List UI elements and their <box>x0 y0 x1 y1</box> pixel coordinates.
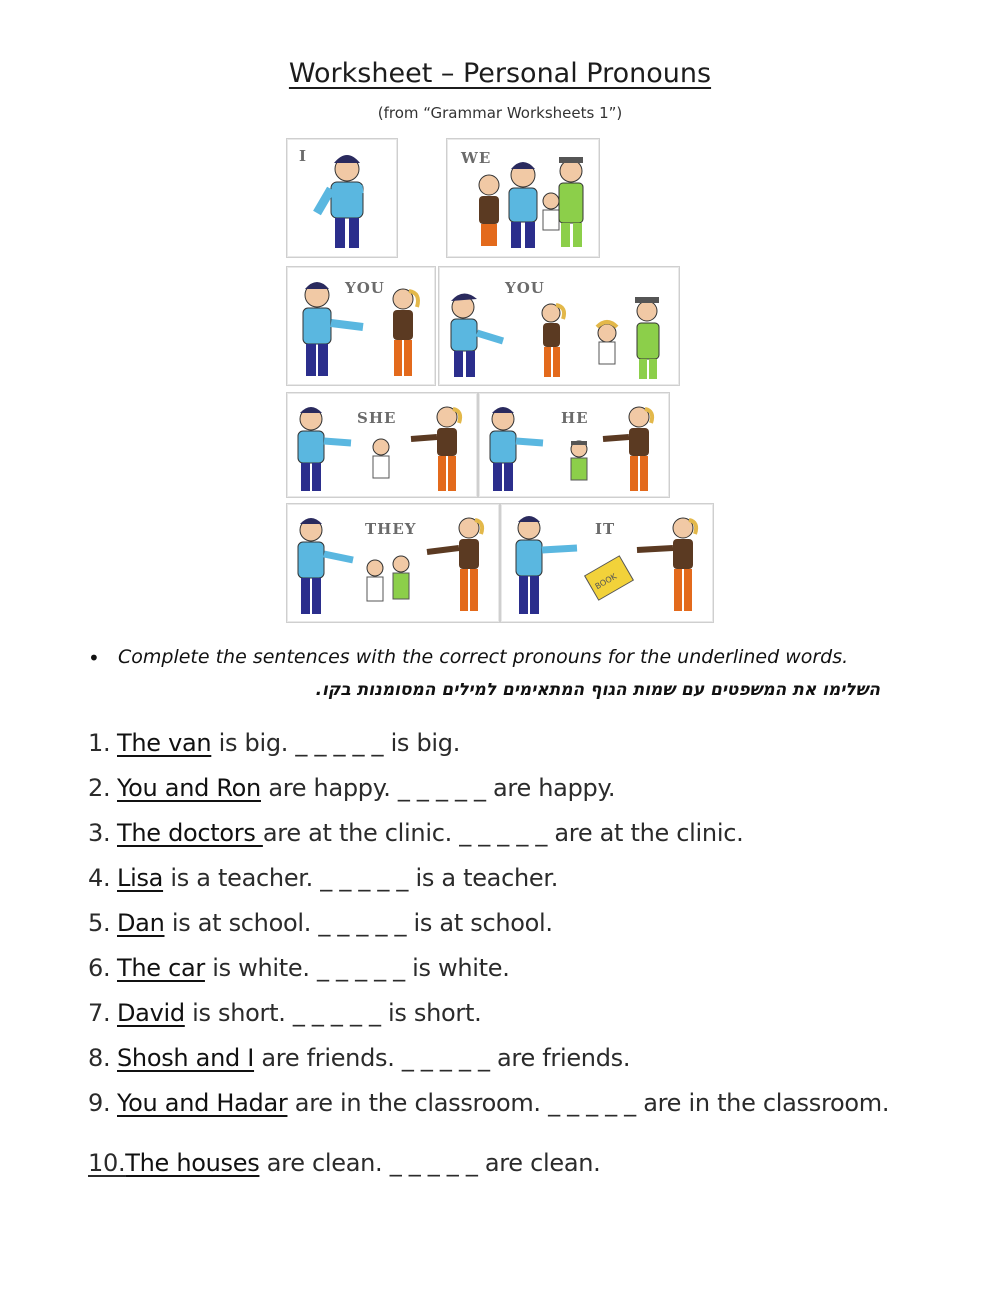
panel-label: THEY <box>365 520 417 538</box>
exercise-item-7 <box>88 999 481 1027</box>
panel-label: YOU <box>345 279 385 297</box>
panel-label: HE <box>561 409 589 427</box>
item-number: 6. <box>88 954 111 982</box>
sentence-text: are in the classroom. _ _ _ _ _ are in the classroom. <box>287 1089 890 1117</box>
sentence-text: are at the clinic. _ _ _ _ _ are at the clinic. <box>262 819 744 847</box>
underlined-subject: Dan <box>117 909 165 937</box>
underlined-subject: Lisa <box>117 864 164 892</box>
item-number: 9. <box>88 1089 111 1117</box>
exercise-item-2 <box>88 774 615 802</box>
pointing-at-girl-illustration <box>287 393 477 497</box>
sentence-text: are friends. _ _ _ _ _ are friends. <box>254 1044 631 1072</box>
item-number: 8. <box>88 1044 111 1072</box>
exercise-item-4 <box>88 864 558 892</box>
underlined-subject: The houses <box>125 1149 260 1177</box>
instructions-english: Complete the sentences with the correct pronouns for the underlined words. <box>118 646 849 668</box>
panel-label: SHE <box>357 409 397 427</box>
panel-they <box>286 503 500 623</box>
underlined-subject: Shosh and I <box>117 1044 255 1072</box>
sentence-text: is short. _ _ _ _ _ is short. <box>184 999 482 1027</box>
panel-label: YOU <box>505 279 545 297</box>
boy-pointing-at-girl-illustration <box>287 267 435 385</box>
panel-it <box>500 503 714 623</box>
underlined-subject: The van <box>117 729 212 757</box>
pointing-at-boy-illustration <box>479 393 669 497</box>
boy-pointing-self-illustration <box>287 139 397 257</box>
underlined-subject: The doctors <box>117 819 263 847</box>
panel-you-plural <box>438 266 680 386</box>
exercise-item-6 <box>88 954 510 982</box>
sentence-text: is white. _ _ _ _ _ is white. <box>204 954 510 982</box>
panel-he <box>478 392 670 498</box>
panel-label: IT <box>595 520 616 538</box>
instructions-hebrew: השלימו את המשפטים עם שמות הגוף המתאימים למילים המסומנות בקו. <box>315 680 880 700</box>
item-number: 5. <box>88 909 111 937</box>
underlined-subject: You and Hadar <box>117 1089 288 1117</box>
pointing-at-book-illustration <box>501 504 713 622</box>
worksheet-subtitle: (from “Grammar Worksheets 1”) <box>377 104 623 122</box>
item-number: 10. <box>88 1149 126 1177</box>
item-number: 1. <box>88 729 111 757</box>
exercise-item-5 <box>88 909 553 937</box>
underlined-subject: You and Ron <box>117 774 261 802</box>
sentence-text: is big. _ _ _ _ _ is big. <box>211 729 461 757</box>
sentence-text: is a teacher. _ _ _ _ _ is a teacher. <box>163 864 559 892</box>
book-label: BOOK <box>593 571 619 592</box>
exercise-item-3 <box>88 819 743 847</box>
panel-i <box>286 138 398 258</box>
item-number: 7. <box>88 999 111 1027</box>
sentence-text: are clean. _ _ _ _ _ are clean. <box>259 1149 601 1177</box>
exercise-item-8 <box>88 1044 630 1072</box>
item-number: 4. <box>88 864 111 892</box>
group-of-people-illustration <box>447 139 599 257</box>
sentence-text: are happy. _ _ _ _ _ are happy. <box>260 774 616 802</box>
pointing-at-children-illustration <box>287 504 499 622</box>
worksheet-title: Worksheet – Personal Pronouns <box>288 58 712 89</box>
item-number: 3. <box>88 819 111 847</box>
sentence-text: is at school. _ _ _ _ _ is at school. <box>164 909 553 937</box>
panel-label: I <box>299 147 308 165</box>
underlined-subject: David <box>117 999 185 1027</box>
underlined-subject: The car <box>117 954 205 982</box>
panel-she <box>286 392 478 498</box>
exercise-item-10 <box>88 1149 600 1177</box>
panel-label: WE <box>461 149 492 167</box>
boy-pointing-at-group-illustration <box>439 267 679 385</box>
bullet-icon: • <box>88 646 100 670</box>
panel-you-single <box>286 266 436 386</box>
panel-we <box>446 138 600 258</box>
exercise-item-1 <box>88 729 460 757</box>
book-icon <box>585 556 634 600</box>
item-number: 2. <box>88 774 111 802</box>
exercise-item-9 <box>88 1089 889 1117</box>
